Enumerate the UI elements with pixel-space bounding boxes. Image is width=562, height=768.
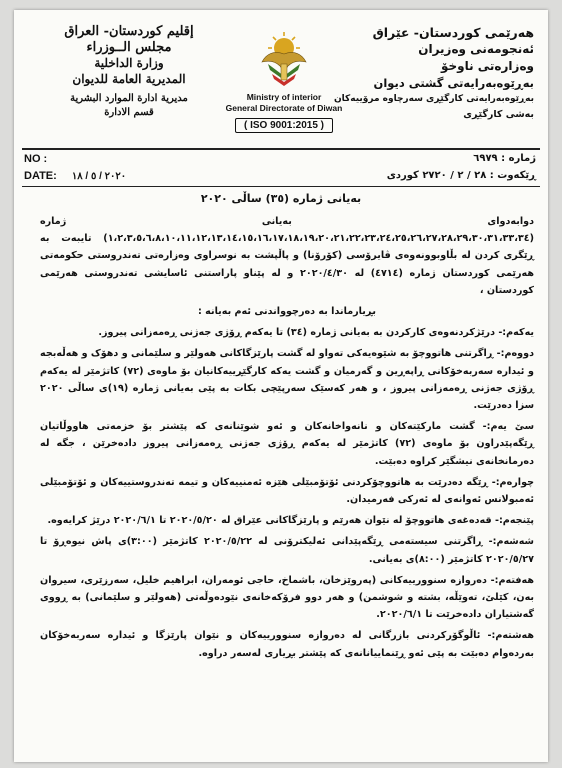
iso-badge: ( ISO 9001:2015 ) — [235, 118, 333, 133]
kurdish-council-line: ئەنجومەنی وەزیران — [418, 42, 534, 56]
date-value: ٢٠٢٠ / ٥ / ١٨ — [71, 171, 127, 182]
statement-body — [40, 213, 534, 666]
arabic-hr-line: مديرية ادارة الموارد البشرية — [70, 93, 188, 104]
item-6: شەشەم:- ڕاگرتنی سیستەمی ڕێگەپێدانی ئەلیکترۆنی لە ٢٠٢٠/٥/٢٢ کاتژمێر (٣:٠٠)ی پاش نیوەڕۆ تا ٢٠٢٠/٥/٢٧ کاتژمێر (٨:٠٠)ی بەیانی. — [40, 536, 534, 565]
kurdish-section-line: بەشی کارگێڕی — [463, 109, 534, 120]
meta-divider — [22, 186, 540, 187]
arabic-ministry-line: وزارة الداخلية — [94, 56, 164, 70]
item-2: دووەم:- ڕاگرتنی هاتووچۆ بە شێوەیەکی تەواو لە گشت پارێزگاکانی هەولێر و سلێمانی و دهۆک و هەڵەبجە و ئیدارە سەربەخۆکانی ڕاپەڕین و گەرمیان و گشت یەکە کارگێڕییەکانیان بۆ ماوەی (٧٢) کاتژمێر لە یەکەم ڕۆژی جەژنی ڕەمەزانی پیروز ، و هەر کەسێک سەرپێچی بکات بە پێی بەیانی ژمارە (١٩)ی ساڵی ٢٠٢٠ سزا دەدرێت. — [40, 348, 534, 412]
item-3: سێ یەم:- گشت مارکێتەکان و نانەواخانەکان و ئەو شوێنانەی کە پێشتر بۆ خزمەتی هاووڵاتیان ڕێگەپێدراون بۆ ماوەی (٧٢) کاتژمێر لە یەکەم ڕۆژی جەژنی ڕەمەزانی پیروز دادەخرێن ، جگە لە دەرمانخانەی نیشگێر کراوە دەبێت. — [40, 421, 534, 467]
kurdish-directorate-line: بەڕێوەبەرایەتی گشتی دیوان — [373, 76, 534, 90]
kurdish-date-row — [387, 170, 536, 181]
kurdistan-emblem-icon — [258, 24, 310, 90]
ministry-english-line: Ministry of interior — [246, 92, 322, 102]
item-5: پێنجەم:- قەدەغەی هاتووچۆ لە نێوان هەرێم و پارێزگاکانی عێراق لە ٢٠٢٠/٥/٢٠ تا ٢٠٢٠/٦/١ درێژ کرایەوە. — [47, 515, 534, 527]
arabic-letterhead — [44, 24, 214, 120]
statement-title: بەیانی ژمارە (٣٥) ساڵی ٢٠٢٠ — [200, 192, 362, 205]
no-label: NO : — [24, 153, 48, 165]
arabic-section-line: قسم الادارة — [104, 107, 154, 118]
item-4: چوارەم:- ڕێگە دەدرێت بە هاتووچۆکردنی ئۆتۆمبێلی هێزە ئەمنییەکان و تیمە تەندروستییەکان و ئۆتۆمبێلی ئەمبولانس ئەوانەی لە ئەرکی فەرمیدان. — [40, 476, 534, 506]
kurdish-date-value: ٢٨ / ٢ / ٢٧٢٠ کوردی — [386, 170, 487, 181]
header-divider — [22, 148, 540, 150]
intro-line: هەرێمی کوردستان ژمارە (٤٧١٤) لە ٢٠٢٠/٤/٣٠ و لە پێناو پاراستنی ئاسایشی تەندروستی هەرێمی کوردستان ، — [40, 267, 534, 296]
item-1: یەکەم:- درێژکردنەوەی کارکردن بە بەیانی ژمارە (٣٤) تا یەکەم ڕۆژی جەژنی ڕەمەزانی پیروز. — [98, 327, 534, 339]
kurdish-date-label: ڕێکەوت : — [489, 170, 536, 181]
arabic-region-line: إقليم كوردستان- العراق — [64, 24, 194, 39]
kurdish-hr-line: بەڕێوەبەرایەتی کارگێڕی سەرچاوە مرۆییەکان — [333, 94, 534, 104]
kurdish-region-line: هەرێمی کوردستان- عێراق — [372, 25, 534, 40]
kurdish-ministry-line: وەزارەتی ناوخۆ — [440, 59, 534, 73]
intro-line: دوابەدوای بەیانی ژمارە (١،٢،٣،٥،٦،٨،١٠،١١،١٢،١٣،١٤،١٥،١٦،١٧،١٨،١٩،٢٠،٢١،٢٢،٢٣،٢٤،٢٥،٢٦،٢٧،٢٨،٢٩،٣٠،٣١،٣٣،٣٤) تایبەت — [40, 216, 534, 245]
intro-line: بە ڕێگری کردن لە بڵاوبوونەوەی ڤایرۆسی (کۆرۆنا) و پاڵپشت بە نوسراوی وەزارەتی تەندروستی حکومەتی — [40, 233, 534, 262]
arabic-council-line: مجلس الــوزراء — [86, 40, 172, 55]
kurdish-letterhead — [324, 24, 534, 122]
number-value: ٦٩٧٩ — [473, 153, 498, 164]
number-row — [473, 153, 536, 164]
date-row — [24, 170, 126, 182]
directorate-english-line: General Directorate of Diwan — [225, 103, 343, 113]
item-8: هەشتەم:- ئاڵوگۆرکردنی بازرگانی لە دەروازە سنوورییەکان و نێوان پارێزگا و ئیدارە سەربەخۆکان بەردەوام دەبێت بە پێی ئەو ڕێنماییانانەی کە پێشتر بڕیاری لەسەر دراوە. — [40, 630, 534, 659]
date-label: DATE: — [24, 170, 57, 182]
arabic-directorate-line: المديرية العامة للديوان — [72, 72, 186, 86]
intro-paragraph — [40, 213, 534, 299]
document-page — [14, 10, 548, 762]
item-7: هەفتەم:- دەروازە سنوورییەکانی (پەروێزخان، باشماخ، حاجی ئومەران، ابراهیم خلیل، سەرزێری، سیروان بەن، کێلێ، تەوێڵە، بشتە و شوشمن) و هەر دوو فرۆکەخانەی نێودەوڵەتی (هەولێر و سلێمانی) بە ڕووی گەشتیاران دادەخرێت تا ٢٠٢٠/٦/١. — [40, 574, 534, 621]
number-label: ژمارە : — [501, 153, 536, 164]
decision-line: بڕیارماندا بە دەرچوواندنی ئەم بەیانە : — [197, 306, 377, 318]
